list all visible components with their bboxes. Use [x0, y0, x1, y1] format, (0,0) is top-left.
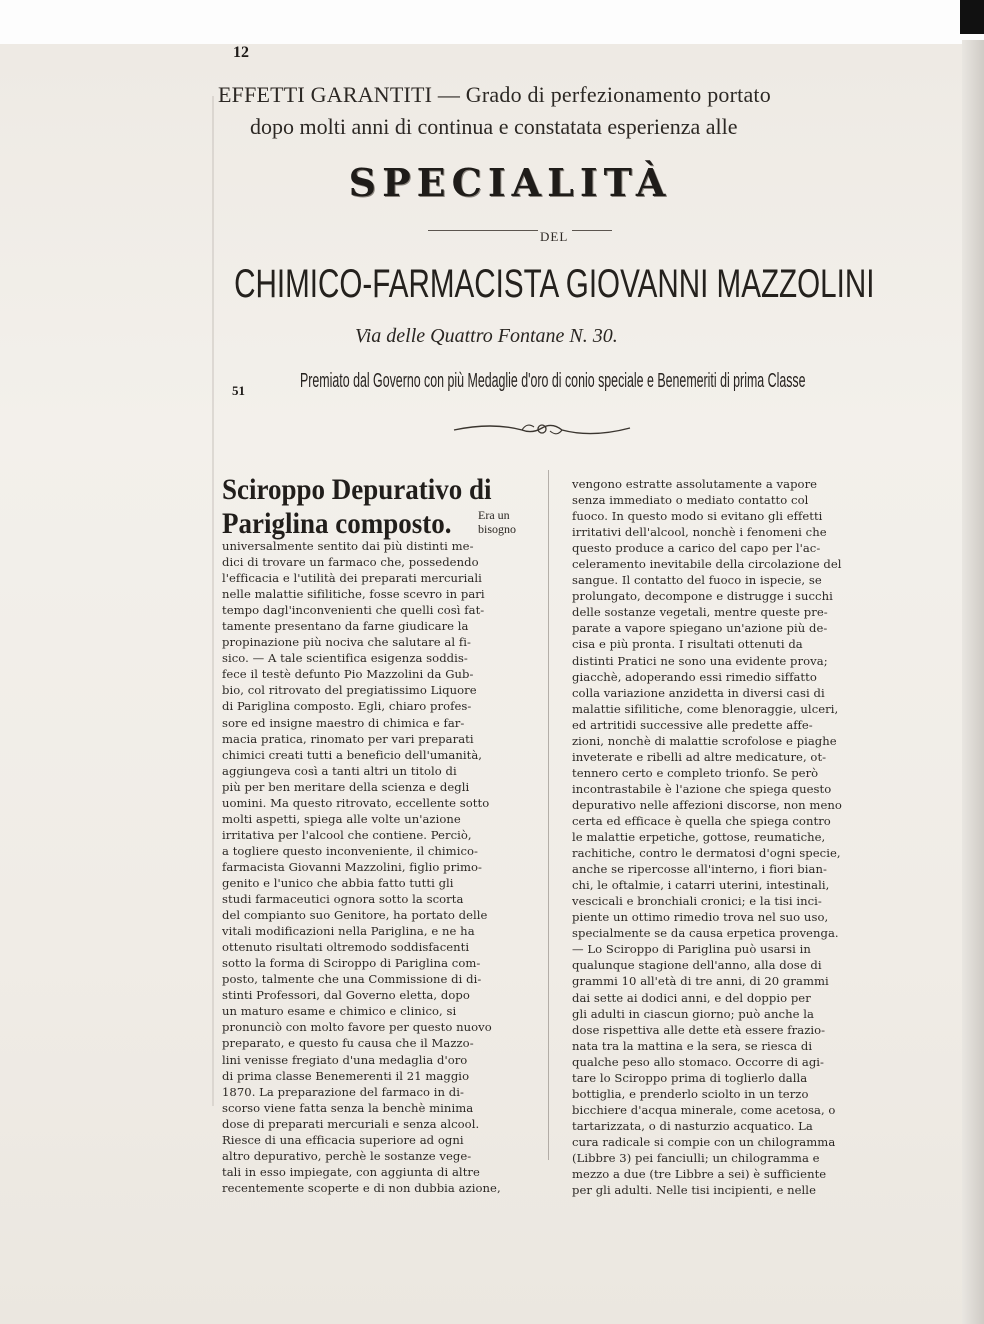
text-line: tempo dagl'inconvenienti che quelli così fat-: [222, 603, 485, 618]
text-line: scorso viene fatta senza la benchè minima: [222, 1100, 474, 1115]
article-title-aside-1: Era un: [478, 508, 510, 522]
article-left-column: [222, 538, 501, 1196]
specialita-heading: SPECIALITÀ: [348, 160, 672, 205]
text-line: incontrastabile è l'azione che spiega questo: [572, 781, 832, 796]
text-line: depurativo nelle affezioni discorse, non meno: [572, 797, 842, 812]
text-line: bicchiere d'acqua minerale, come acetosa, o: [572, 1102, 836, 1117]
text-line: preparato, e questo fu causa che il Mazzo-: [222, 1036, 474, 1051]
text-line: recentemente scoperte e di non dubbia azione,: [222, 1180, 501, 1195]
text-line: lini venisse fregiato d'una medaglia d'oro: [222, 1052, 468, 1067]
text-line: specialmente se da causa erpetica provenga.: [572, 926, 839, 941]
text-line: bottiglia, e prenderlo sciolto in un terzo: [572, 1086, 809, 1101]
text-line: vengono estratte assolutamente a vapore: [572, 477, 818, 491]
text-line: zioni, nonchè di malattie scrofolose e piaghe: [572, 733, 837, 748]
text-line: tali in esso impiegate, con aggiunta di altre: [222, 1164, 480, 1179]
chemist-name-heading: CHIMICO-FARMACISTA GIOVANNI MAZZOLINI: [234, 262, 875, 306]
column-divider: [548, 470, 549, 1160]
flourish-ornament-icon: [452, 418, 632, 440]
text-line: cisa e più pronta. I risultati ottenuti da: [572, 637, 803, 652]
text-line: piente un ottimo rimedio trova nel suo uso,: [572, 910, 829, 925]
text-line: tamente presentano da farne giudicare la: [222, 619, 469, 634]
text-line: a togliere questo inconveniente, il chimico-: [222, 843, 479, 858]
text-line: delle sostanze vegetali, mentre queste pre-: [572, 605, 828, 620]
text-line: per gli adulti. Nelle tisi incipienti, e nelle: [572, 1183, 816, 1198]
text-line: vitali modificazioni nella Pariglina, e ne ha: [222, 924, 475, 939]
text-line: un maturo esame e chimico e clinico, si: [222, 1004, 457, 1019]
article-title-aside-2: bisogno: [478, 522, 517, 536]
text-line: anche se ripercosse all'interno, i fiori bian-: [572, 862, 827, 877]
text-line: genito e l'unico che abbia fatto tutti gli: [222, 875, 454, 890]
text-line: questo produce a carico del capo per l'ac-: [572, 541, 821, 556]
text-line: farmacista Giovanni Mazzolini, figlio primo-: [222, 859, 483, 874]
text-line: senza immediato o mediato contatto col: [572, 493, 809, 508]
text-line: tennero certo e completo trionfo. Se però: [572, 765, 819, 780]
text-line: sore ed insigne maestro di chimica e far-: [222, 715, 465, 730]
text-line: gli adulti in ciascun giorno; può anche la: [572, 1006, 814, 1021]
decorative-rule-right: [572, 230, 612, 231]
text-line: dai sette ai dodici anni, e del doppio per: [572, 990, 811, 1005]
article-right-column: [572, 476, 842, 1198]
text-line: inveterate e ribelli ad altre medicature, ot-: [572, 749, 827, 764]
text-line: aggiungeva così a tanti altri un titolo di: [222, 763, 457, 778]
text-line: qualche peso allo stomaco. Occorre di agi-: [572, 1054, 825, 1069]
text-line: tare lo Sciroppo prima di toglierlo dalla: [572, 1070, 808, 1085]
text-line: pronunciò con molto favore per questo nuovo: [222, 1020, 492, 1035]
text-line: irritativi dell'alcool, nonchè i fenomeni che: [572, 525, 827, 540]
text-line: tartarizzata, o di nasturzio acquatico. La: [572, 1118, 813, 1133]
scan-corner-mark: [960, 0, 984, 34]
text-line: (Libbre 3) pei fanciulli; un chilogramma e: [572, 1150, 820, 1165]
header-line-1: EFFETTI GARANTITI — Grado di perfezionamento portato: [218, 82, 771, 107]
text-line: chi, le oftalmie, i catarri uterini, intestinali,: [572, 878, 830, 893]
text-line: prolungato, decompone e distrugge i succhi: [572, 589, 833, 604]
text-line: irritativa per l'alcool che contiene. Perciò,: [222, 827, 472, 842]
text-line: sico. — A tale scientifica esigenza soddis-: [222, 651, 468, 666]
text-line: grammi 10 all'età di tre anni, di 20 grammi: [572, 974, 829, 989]
text-line: fuoco. In questo modo si evitano gli effetti: [572, 509, 823, 524]
text-line: ottenuto risultati oltremodo soddisfacenti: [222, 940, 470, 955]
text-line: mezzo a due (tre Libbre a sei) è sufficiente: [572, 1167, 827, 1182]
text-line: del compianto suo Genitore, ha portato delle: [222, 908, 488, 923]
text-line: bio, col ritrovato del pregiatissimo Liquore: [222, 683, 477, 698]
del-label: DEL: [540, 229, 569, 244]
text-line: posto, talmente che una Commissione di di-: [222, 972, 482, 987]
header-line-2: dopo molti anni di continua e constatata esperienza alle: [250, 114, 738, 139]
text-line: malattie sifilitiche, come blenoraggie, ulceri,: [572, 701, 839, 716]
text-line: Riesce di una efficacia superiore ad ogni: [222, 1132, 464, 1147]
text-line: rachitiche, contro le dermatosi d'ogni specie,: [572, 846, 841, 861]
text-line: vescicali e bronchiali cronici; e la tisi inci-: [572, 894, 822, 909]
text-line: stinti Professori, dal Governo eletta, dopo: [222, 988, 470, 1003]
article-title-line-2: Pariglina composto.: [222, 507, 452, 540]
bound-edge-line: [212, 96, 214, 1106]
text-line: più per ben meritare della scienza e degli: [222, 779, 470, 794]
text-line: di Pariglina composto. Egli, chiaro profes-: [222, 699, 472, 714]
text-line: macia pratica, rinomato per vari preparati: [222, 731, 474, 746]
text-line: propinazione più nociva che salutare al fi-: [222, 635, 471, 650]
scan-top-margin: [0, 0, 984, 46]
text-line: studi farmaceutici ognora sotto la scorta: [222, 892, 464, 907]
text-line: sotto la forma di Sciroppo di Pariglina com-: [222, 956, 481, 971]
text-line: giacchè, adoperando essi rimedio siffatto: [572, 669, 817, 684]
text-line: parate a vapore spiegano un'azione più de-: [572, 621, 828, 636]
text-line: nelle malattie sifilitiche, fosse scevro in pari: [222, 587, 485, 602]
award-line: Premiato dal Governo con più Medaglie d'oro di conio speciale e Benemeriti di prima Classe: [300, 370, 806, 392]
text-line: dici di trovare un farmaco che, possedendo: [222, 555, 479, 570]
text-line: di prima classe Benemerenti il 21 maggio: [222, 1068, 470, 1083]
text-line: 1870. La preparazione del farmaco in di-: [222, 1084, 464, 1099]
text-line: sangue. Il contatto del fuoco in ispecie, se: [572, 573, 822, 588]
text-line: chimici creati tutti a beneficio dell'umanità,: [222, 747, 483, 762]
text-line: certa ed efficace è quella che spiega contro: [572, 813, 831, 828]
text-line: l'efficacia e l'utilità dei preparati mercuriali: [222, 571, 482, 586]
text-line: — Lo Sciroppo di Pariglina può usarsi in: [572, 942, 811, 957]
text-line: fece il testè defunto Pio Mazzolini da Gub-: [222, 667, 474, 682]
text-line: cura radicale si compie con un chilogramma: [572, 1134, 836, 1149]
text-line: molti aspetti, spiega alle volte un'azione: [222, 811, 461, 826]
text-line: dose di preparati mercuriali e senza alcool.: [222, 1116, 480, 1131]
page-number: 12: [233, 44, 249, 61]
address-line: Via delle Quattro Fontane N. 30.: [355, 325, 618, 347]
text-line: dose rispettiva alle dette età essere frazio-: [572, 1022, 826, 1037]
text-line: celeramento inevitabile della circolazione del: [572, 557, 842, 572]
side-number: 51: [232, 383, 245, 398]
text-line: nata tra la mattina e la sera, se riesca di: [572, 1038, 813, 1053]
decorative-rule-left: [428, 230, 538, 231]
text-line: universalmente sentito dai più distinti me-: [222, 539, 474, 553]
page-edge-shadow: [962, 40, 984, 1324]
text-line: uomini. Ma questo ritrovato, eccellente sotto: [222, 795, 490, 810]
text-line: colla variazione anzidetta in diversi casi di: [572, 685, 825, 700]
article-title-line-1: Sciroppo Depurativo di: [222, 473, 492, 506]
text-line: distinti Pratici ne sono una evidente prova;: [572, 653, 828, 668]
text-line: qualunque stagione dell'anno, alla dose di: [572, 958, 822, 973]
text-line: altro depurativo, perchè le sostanze vege-: [222, 1148, 472, 1163]
text-line: le malattie erpetiche, gottose, reumatiche,: [572, 830, 826, 845]
text-line: ed artritidi successive alle predette affe-: [572, 717, 813, 732]
